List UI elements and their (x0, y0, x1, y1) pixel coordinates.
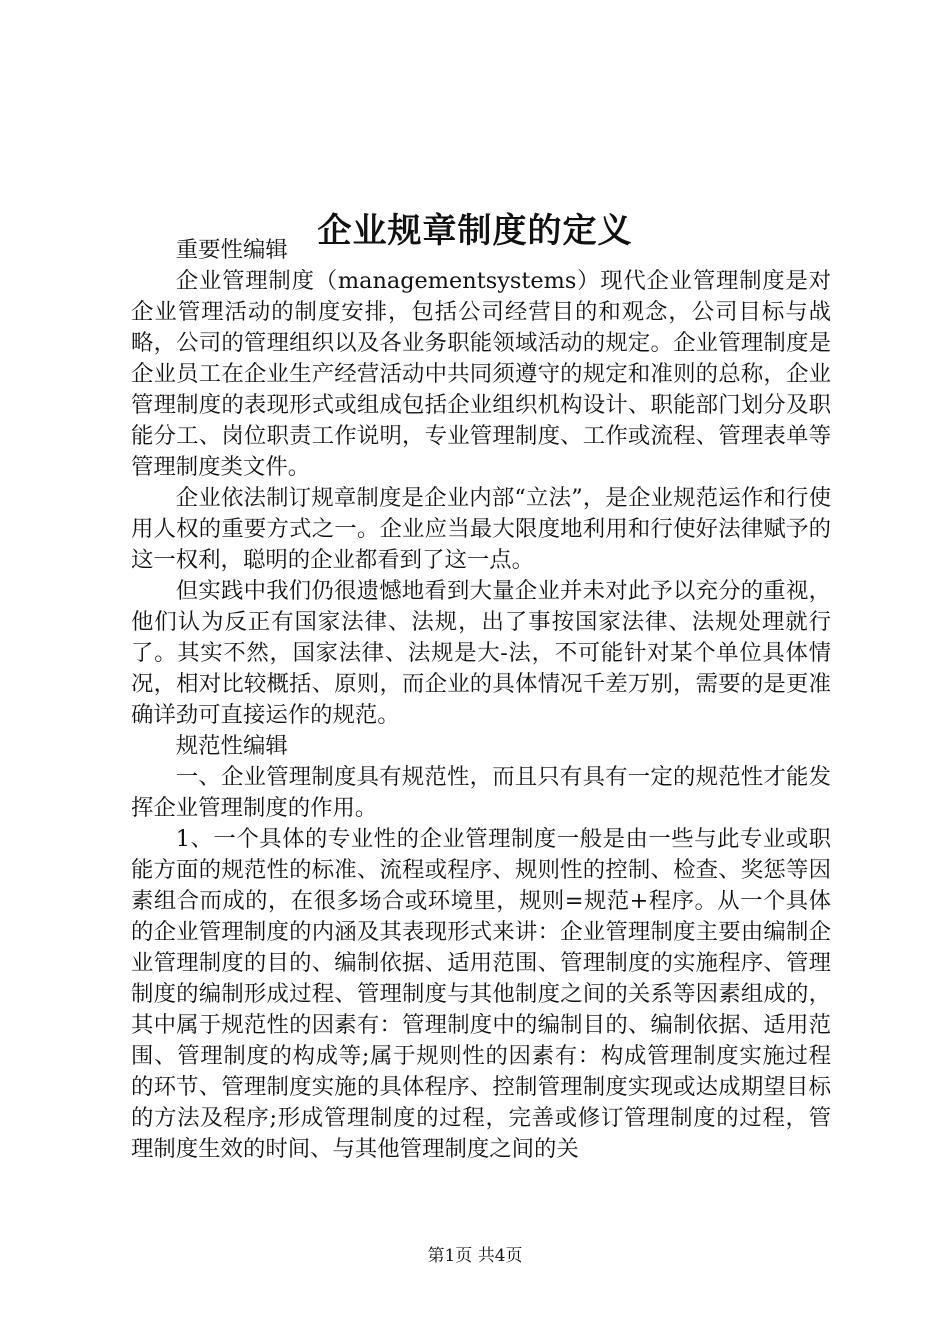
page-footer: 第1页 共4页 (427, 1246, 523, 1266)
document-body (131, 235, 831, 1165)
section-heading-normativity: 规范性编辑 (175, 733, 288, 759)
paragraph-definition: 企业管理制度（managementsystems）现代企业管理制度是对企业管理活动的制度安排，包括公司经营目的和观念，公司目标与战略，公司的管理组织以及各业务职能领域活动的规定。企业管理制度是企业员工在企业生产经营活动中共同须遵守的规定和准则的总称，企业管理制度的表现形式或组成包括企业组织机构设计、职能部门划分及职能分工、岗位职责工作说明，专业管理制度、工作或流程、管理表单等管理制度类文件。 (131, 268, 831, 480)
document-title: 企业规章制度的定义 (317, 210, 633, 251)
paragraph-normativity-intro: 一、企业管理制度具有规范性，而且只有具有一定的规范性才能发挥企业管理制度的作用。 (131, 764, 831, 821)
paragraph-practice: 但实践中我们仍很遗憾地看到大量企业并未对此予以充分的重视，他们认为反正有国家法律、法规，出了事按国家法律、法规处理就行了。其实不然，国家法律、法规是大-法，不可能针对某个单位具体情况，相对比较概括、原则，而企业的具体情况千差万别，需要的是更准确详劲可直接运作的规范。 (131, 578, 831, 728)
paragraph-normativity-detail: 1、一个具体的专业性的企业管理制度一般是由一些与此专业或职能方面的规范性的标准、流程或程序、规则性的控制、检查、奖惩等因素组合而成的，在很多场合或环境里，规则=规范+程序。从一个具体的企业管理制度的内涵及其表现形式来讲：企业管理制度主要由编制企业管理制度的目的、编制依据、适用范围、管理制度的实施程序、管理制度的编制形成过程、管理制度与其他制度之间的关系等因素组成的，其中属于规范性的因素有：管理制度中的编制目的、编制依据、适用范围、管理制度的构成等;属于规则性的因素有：构成管理制度实施过程的环节、管理制度实施的具体程序、控制管理制度实现或达成期望目标的方法及程序;形成管理制度的过程，完善或修订管理制度的过程，管理制度生效的时间、与其他管理制度之间的关 (131, 826, 831, 1162)
paragraph-legislation: 企业依法制订规章制度是企业内部“立法”，是企业规范运作和行使用人权的重要方式之一。企业应当最大限度地利用和行使好法律赋予的这一权利，聪明的企业都看到了这一点。 (131, 485, 831, 573)
section-heading-importance: 重要性编辑 (175, 237, 288, 263)
